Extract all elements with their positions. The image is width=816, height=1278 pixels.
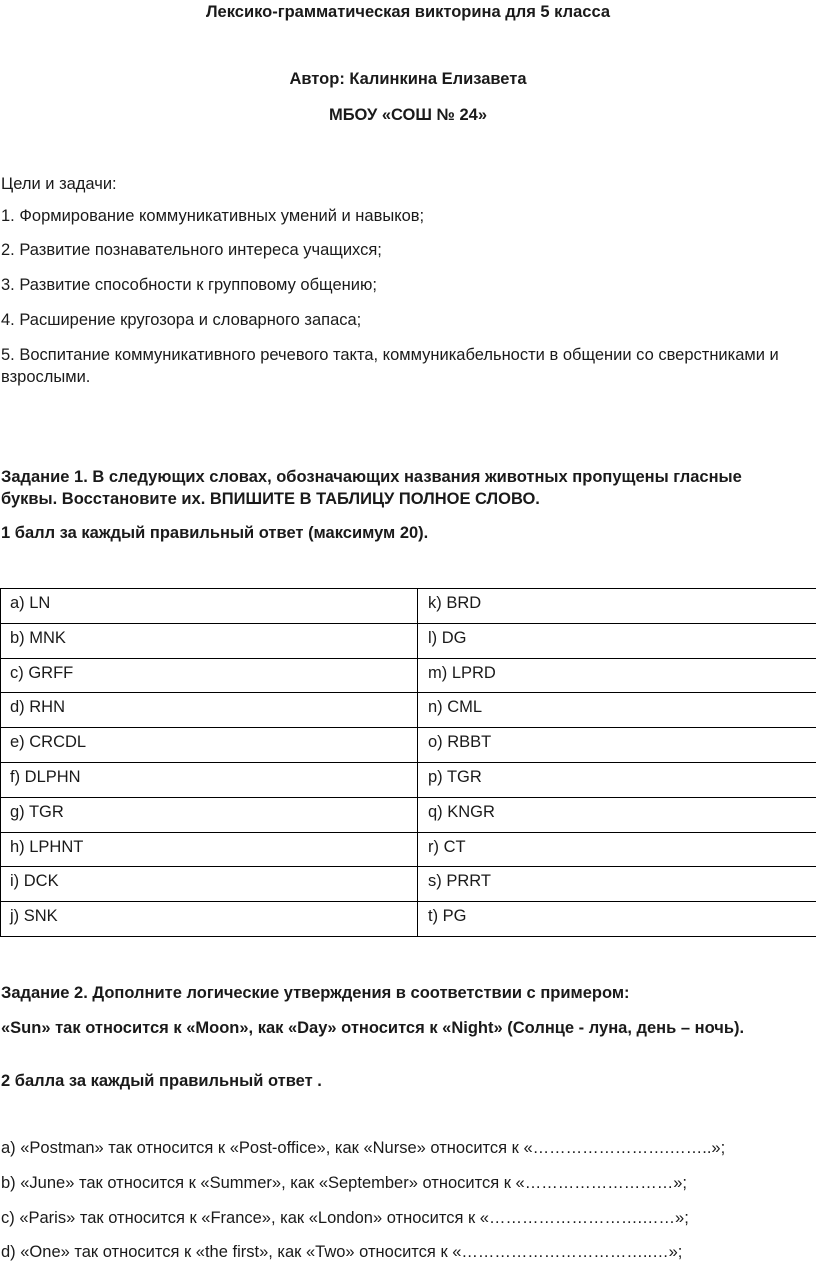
task1-title: Задание 1. В следующих словах, обозначающих названия животных пропущены гласные буквы. Восстановите их. ВПИШИТЕ В ТАБЛИЦУ ПОЛНОЕ СЛОВО. (1, 468, 742, 508)
table-cell: l) DG (418, 623, 816, 658)
task2-item: b) «June» так относится к «Summer», как «September» относится к «………………………»; (1, 1174, 687, 1192)
goal-item: 4. Расширение кругозора и словарного запаса; (1, 311, 362, 329)
goal-item: 1. Формирование коммуникативных умений и навыков; (1, 207, 425, 225)
table-cell: h) LPHNT (1, 832, 418, 867)
document-title: Лексико-грамматическая викторина для 5 класса (205, 3, 611, 21)
table-cell: g) TGR (1, 797, 418, 832)
table-cell: b) MNK (1, 623, 418, 658)
table-cell: r) CT (418, 832, 816, 867)
task2-score: 2 балла за каждый правильный ответ . (1, 1072, 322, 1090)
table-cell: s) PRRT (418, 867, 816, 902)
table-row (1, 762, 816, 797)
table-cell: d) RHN (1, 693, 418, 728)
task2-example: «Sun» так относится к «Moon», как «Day» относится к «Night» (Солнце - луна, день – ночь). (1, 1019, 745, 1037)
task2-item: a) «Postman» так относится к «Post-office», как «Nurse» относится к «…………………….……..»; (1, 1139, 726, 1157)
author-line: Автор: Калинкина Елизавета (289, 70, 527, 88)
table-row (1, 693, 816, 728)
task2-title: Задание 2. Дополните логические утверждения в соответствии с примером: (1, 984, 630, 1002)
table-row (1, 867, 816, 902)
table-row (1, 728, 816, 763)
goals-heading: Цели и задачи: (1, 175, 117, 193)
table-row (1, 589, 816, 624)
table-row (1, 902, 816, 937)
goal-item: 5. Воспитание коммуникативного речевого такта, коммуникабельности в общении со сверстниками и взрослыми. (1, 346, 779, 386)
table-row (1, 623, 816, 658)
table-cell: m) LPRD (418, 658, 816, 693)
table-cell: j) SNK (1, 902, 418, 937)
table-cell: p) TGR (418, 762, 816, 797)
table-cell: k) BRD (418, 589, 816, 624)
task2-item: c) «Paris» так относится к «France», как «London» относится к «……………………….……»; (1, 1209, 689, 1227)
table-cell: i) DCK (1, 867, 418, 902)
table-cell: t) PG (418, 902, 816, 937)
school-line: МБОУ «СОШ № 24» (328, 106, 488, 124)
task1-score: 1 балл за каждый правильный ответ (максимум 20). (1, 524, 429, 542)
table-cell: q) KNGR (418, 797, 816, 832)
task2-item: d) «One» так относится к «the first», как «Two» относится к «……………………………..…»; (1, 1243, 683, 1261)
table-cell: n) CML (418, 693, 816, 728)
goal-item: 3. Развитие способности к групповому общению; (1, 276, 377, 294)
table-row (1, 832, 816, 867)
words-table (0, 588, 816, 937)
table-cell: o) RBBT (418, 728, 816, 763)
table-row (1, 797, 816, 832)
table-cell: c) GRFF (1, 658, 418, 693)
table-row (1, 658, 816, 693)
table-cell: e) CRCDL (1, 728, 418, 763)
table-cell: a) LN (1, 589, 418, 624)
goal-item: 2. Развитие познавательного интереса учащихся; (1, 241, 382, 259)
table-cell: f) DLPHN (1, 762, 418, 797)
